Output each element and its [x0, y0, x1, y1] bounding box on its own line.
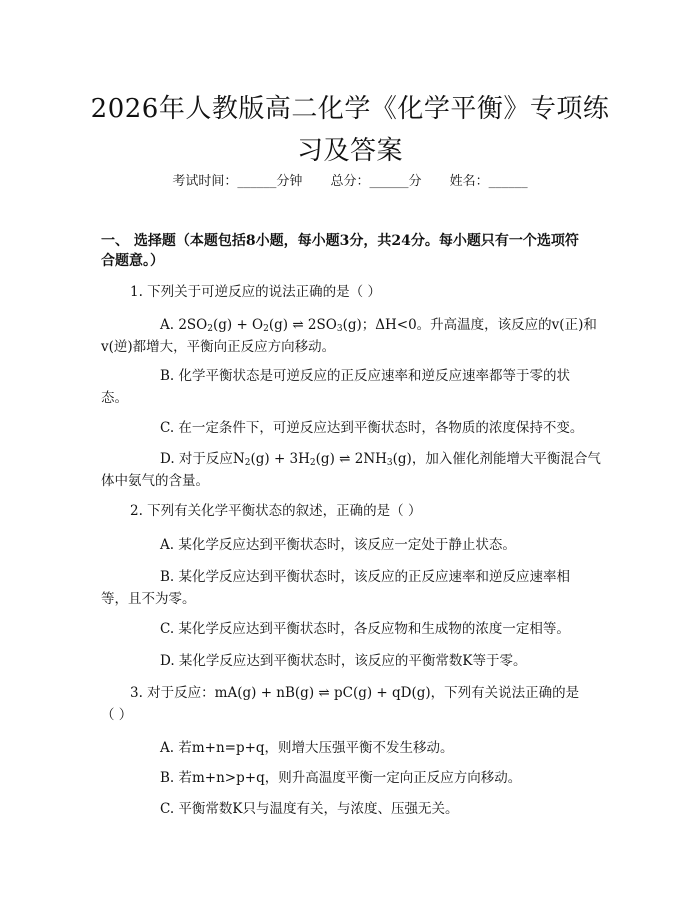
q1-option-d-line-2: 体中氨气的含量。 — [101, 473, 209, 489]
title-line-1: 2026年人教版高二化学《化学平衡》专项练 — [90, 94, 610, 124]
question-2-stem: 2. 下列有关化学平衡状态的叙述，正确的是（ ） — [130, 503, 422, 519]
exam-time: 考试时间：______分钟 — [172, 174, 303, 189]
exam-info — [0, 170, 700, 189]
q2-option-b-line-1: B. 某化学反应达到平衡状态时，该反应的正反应速率和逆反应速率相 — [160, 569, 571, 585]
q1-option-d-line-1: D. 对于反应$N_2(g) + 3H_2(g)$ ⇌ $2NH_3(g)$，加入催化剂能增大平衡混合气 — [160, 451, 601, 468]
q2-option-a: A. 某化学反应达到平衡状态时，该反应一定处于静止状态。 — [160, 537, 516, 553]
section-heading — [101, 231, 601, 271]
q1-option-a-line-1: A. $2SO_2(g) + O_2(g)$ ⇌ $2SO_3(g)$；ΔH<0。升高温度，该反应的v(正)和 — [160, 317, 597, 334]
title-line-2: 习及答案 — [296, 136, 403, 166]
q2-option-c: C. 某化学反应达到平衡状态时，各反应物和生成物的浓度一定相等。 — [160, 621, 570, 637]
section-heading-line-2: 合题意。） — [101, 253, 164, 269]
question-1-stem: 1. 下列关于可逆反应的说法正确的是（ ） — [130, 284, 381, 300]
q1-option-b-line-1: B. 化学平衡状态是可逆反应的正反应速率和逆反应速率都等于零的状 — [160, 368, 571, 384]
document-title — [80, 88, 620, 172]
q3-option-b: B. 若m+n>p+q，则升高温度平衡一定向正反应方向移动。 — [160, 770, 522, 786]
section-heading-line-1: 一、 选择题（本题包括8小题，每小题3分，共24分。每小题只有一个选项符 — [101, 233, 579, 249]
exam-score: 总分：______分 — [330, 174, 422, 189]
question-3-stem-line-1: 3. 对于反应：mA(g) + nB(g) ⇌ pC(g) + qD(g)，下列有关说法正确的是 — [130, 685, 580, 701]
q1-option-b-line-2: 态。 — [101, 390, 128, 406]
q2-option-d: D. 某化学反应达到平衡状态时，该反应的平衡常数K等于零。 — [160, 653, 527, 669]
q1-option-a-line-2: v(逆)都增大，平衡向正反应方向移动。 — [101, 339, 336, 355]
q3-option-c: C. 平衡常数K只与温度有关，与浓度、压强无关。 — [160, 801, 459, 817]
q1-option-c: C. 在一定条件下，可逆反应达到平衡状态时，各物质的浓度保持不变。 — [160, 420, 584, 436]
q3-option-a: A. 若m+n=p+q，则增大压强平衡不发生移动。 — [160, 740, 454, 756]
q2-option-b-line-2: 等，且不为零。 — [101, 591, 196, 607]
question-3-stem-line-2: （ ） — [101, 707, 133, 723]
exam-name: 姓名：______ — [449, 174, 528, 189]
